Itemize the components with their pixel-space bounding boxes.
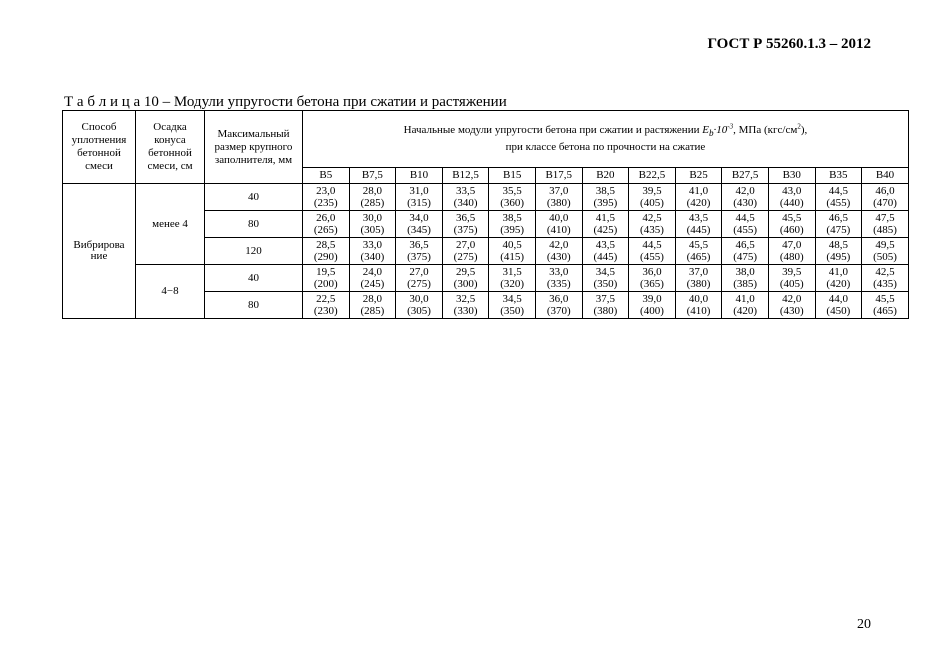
modulus-cell: [862, 238, 909, 265]
modulus-kgf: (415): [500, 251, 525, 263]
modulus-cell: [582, 265, 629, 292]
modulus-units-close: ),: [800, 124, 808, 137]
modulus-value: 37,5: [595, 293, 615, 305]
modulus-kgf: (320): [500, 278, 525, 290]
modulus-value: 39,5: [782, 266, 802, 278]
modulus-kgf: (430): [733, 197, 758, 209]
modulus-value: 38,5: [502, 212, 522, 224]
modulus-value: 47,5: [875, 212, 895, 224]
modulus-kgf: (365): [640, 278, 664, 290]
class-header: B40: [862, 168, 909, 184]
modulus-value: 28,0: [362, 185, 383, 197]
modulus-cell: [722, 292, 769, 319]
modulus-cell: [303, 238, 350, 265]
modulus-value: 26,0: [316, 212, 336, 224]
modulus-value: 44,5: [735, 212, 755, 224]
modulus-kgf: (360): [500, 197, 525, 209]
modulus-cell: [722, 184, 769, 211]
modulus-kgf: (385): [733, 278, 758, 290]
modulus-kgf: (370): [546, 305, 571, 317]
modulus-cell: [582, 238, 629, 265]
modulus-kgf: (275): [453, 251, 478, 263]
modulus-cell: [815, 184, 862, 211]
modulus-title-line2: при классе бетона по прочности на сжатие: [505, 140, 706, 153]
aggregate-size: 80: [205, 292, 303, 319]
modulus-kgf: (435): [873, 278, 897, 290]
modulus-cell: [815, 292, 862, 319]
column-header-aggregate: Максимальный размер крупного заполнителя, мм: [205, 111, 303, 184]
modulus-value: 36,0: [549, 293, 569, 305]
class-header: B30: [768, 168, 815, 184]
modulus-cell: [675, 265, 722, 292]
modulus-value: 33,0: [549, 266, 569, 278]
modulus-cell: [349, 211, 396, 238]
class-header: B22,5: [629, 168, 676, 184]
class-header: B27,5: [722, 168, 769, 184]
modulus-kgf: (470): [873, 197, 897, 209]
modulus-value: 45,5: [688, 239, 709, 251]
modulus-kgf: (425): [593, 224, 618, 236]
modulus-kgf: (420): [686, 197, 711, 209]
modulus-cell: [862, 292, 909, 319]
modulus-kgf: (275): [407, 278, 431, 290]
modulus-cell: [582, 211, 629, 238]
modulus-kgf: (335): [546, 278, 571, 290]
modulus-value: 46,5: [828, 212, 848, 224]
modulus-kgf: (350): [500, 305, 525, 317]
modulus-cell: [675, 238, 722, 265]
modulus-kgf: (440): [779, 197, 804, 209]
class-header: B35: [815, 168, 862, 184]
modulus-value: 45,5: [875, 293, 895, 305]
modulus-cell: [629, 292, 676, 319]
modulus-kgf: (405): [779, 278, 804, 290]
modulus-value: 42,0: [549, 239, 569, 251]
modulus-kgf: (375): [453, 224, 478, 236]
modulus-value: 42,5: [642, 212, 662, 224]
modulus-kgf: (305): [407, 305, 431, 317]
modulus-value: 46,5: [735, 239, 755, 251]
class-header: B10: [396, 168, 443, 184]
modulus-kgf: (435): [640, 224, 664, 236]
modulus-cell: [722, 265, 769, 292]
table-caption: Т а б л и ц а 10 – Модули упругости бетона при сжатии и растяжении: [64, 94, 507, 110]
modulus-cell: [862, 184, 909, 211]
modulus-value: 27,0: [409, 266, 429, 278]
modulus-cell: [396, 292, 443, 319]
modulus-cell: [442, 292, 489, 319]
modulus-cell: [768, 292, 815, 319]
modulus-value: 33,5: [455, 185, 476, 197]
modulus-cell: [535, 265, 582, 292]
table-row: [63, 184, 909, 211]
modulus-cell: [582, 292, 629, 319]
modulus-value: 39,5: [642, 185, 662, 197]
slump-group: менее 4: [136, 184, 205, 265]
modulus-cell: [722, 211, 769, 238]
modulus-cell: [862, 265, 909, 292]
modulus-cell: [349, 184, 396, 211]
modulus-kgf: (265): [313, 224, 338, 236]
modulus-kgf: (245): [360, 278, 385, 290]
modulus-value: 42,0: [782, 293, 802, 305]
modulus-value: 45,5: [782, 212, 802, 224]
modulus-value: 42,5: [875, 266, 895, 278]
modulus-value: 41,0: [735, 293, 755, 305]
modulus-cell: [535, 292, 582, 319]
modulus-value: 34,5: [595, 266, 615, 278]
modulus-title-line1: Начальные модули упругости бетона при сжатии и растяжении: [403, 124, 700, 137]
modulus-cell: [442, 265, 489, 292]
modulus-kgf: (420): [826, 278, 851, 290]
modulus-cell: [489, 265, 536, 292]
modulus-cell: [396, 211, 443, 238]
modulus-cell: [303, 265, 350, 292]
modulus-cell: [629, 211, 676, 238]
modulus-cell: [675, 292, 722, 319]
modulus-value: 24,0: [362, 266, 383, 278]
modulus-cell: [396, 238, 443, 265]
class-header: B12,5: [442, 168, 489, 184]
modulus-cell: [442, 238, 489, 265]
modulus-kgf: (455): [640, 251, 664, 263]
modulus-value: 37,0: [549, 185, 569, 197]
modulus-cell: [303, 184, 350, 211]
modulus-cell: [815, 238, 862, 265]
modulus-value: 36,5: [455, 212, 476, 224]
modulus-kgf: (395): [500, 224, 525, 236]
class-header: B7,5: [349, 168, 396, 184]
modulus-kgf: (315): [407, 197, 431, 209]
modulus-value: 44,5: [642, 239, 662, 251]
slump-group: 4−8: [136, 265, 205, 319]
modulus-value: 48,5: [828, 239, 848, 251]
modulus-cell: [396, 265, 443, 292]
modulus-cell: [629, 238, 676, 265]
modulus-kgf: (380): [546, 197, 571, 209]
modulus-cell: [303, 292, 350, 319]
modulus-kgf: (430): [546, 251, 571, 263]
modulus-cell: [815, 265, 862, 292]
modulus-value: 37,0: [688, 266, 709, 278]
modulus-cell: [535, 238, 582, 265]
modulus-value: 34,0: [409, 212, 429, 224]
modulus-kgf: (290): [313, 251, 338, 263]
modulus-kgf: (430): [779, 305, 804, 317]
modulus-kgf: (410): [686, 305, 711, 317]
modulus-cell: [442, 211, 489, 238]
modulus-cell: [349, 238, 396, 265]
modulus-value: 40,5: [502, 239, 522, 251]
modulus-cell: [675, 211, 722, 238]
modulus-value: 43,0: [782, 185, 802, 197]
modulus-value: 42,0: [735, 185, 755, 197]
modulus-value: 33,0: [362, 239, 383, 251]
class-header: B5: [303, 168, 350, 184]
modulus-cell: [349, 292, 396, 319]
modulus-cell: [349, 265, 396, 292]
modulus-value: 23,0: [316, 185, 336, 197]
modulus-value: 43,5: [595, 239, 615, 251]
table-row: [63, 265, 909, 292]
modulus-kgf: (405): [640, 197, 664, 209]
modulus-value: 31,0: [409, 185, 429, 197]
modulus-kgf: (340): [360, 251, 385, 263]
modulus-cell: [768, 211, 815, 238]
modulus-kgf: (340): [453, 197, 478, 209]
modulus-kgf: (455): [826, 197, 851, 209]
modulus-kgf: (410): [546, 224, 571, 236]
aggregate-size: 40: [205, 184, 303, 211]
modulus-kgf: (465): [873, 305, 897, 317]
modulus-value: 46,0: [875, 185, 895, 197]
modulus-cell: [442, 184, 489, 211]
modulus-kgf: (380): [593, 305, 618, 317]
modulus-kgf: (505): [873, 251, 897, 263]
modulus-kgf: (485): [873, 224, 897, 236]
column-header-slump: Осадка конуса бетонной смеси, см: [136, 111, 205, 184]
modulus-value: 29,5: [455, 266, 476, 278]
modulus-value: 36,5: [409, 239, 429, 251]
modulus-value: 44,0: [828, 293, 848, 305]
modulus-value: 32,5: [455, 293, 476, 305]
modulus-subscript: b: [708, 128, 714, 139]
modulus-cell: [675, 184, 722, 211]
modulus-value: 30,0: [362, 212, 383, 224]
class-header: B20: [582, 168, 629, 184]
modulus-kgf: (445): [593, 251, 618, 263]
modulus-value: 35,5: [502, 185, 522, 197]
modulus-kgf: (285): [360, 197, 385, 209]
modulus-cell: [489, 238, 536, 265]
modulus-cell: [535, 211, 582, 238]
modulus-value: 22,5: [316, 293, 336, 305]
elastic-modulus-table: [62, 110, 908, 319]
modulus-value: 40,0: [688, 293, 709, 305]
modulus-cell: [489, 211, 536, 238]
modulus-value: 38,5: [595, 185, 615, 197]
modulus-kgf: (345): [407, 224, 431, 236]
modulus-kgf: (460): [779, 224, 804, 236]
modulus-value: 38,0: [735, 266, 755, 278]
modulus-value: 41,0: [688, 185, 709, 197]
modulus-cell: [489, 292, 536, 319]
modulus-cell: [396, 184, 443, 211]
modulus-cell: [629, 265, 676, 292]
modulus-value: 36,0: [642, 266, 662, 278]
modulus-value: 30,0: [409, 293, 429, 305]
modulus-value: 39,0: [642, 293, 662, 305]
modulus-kgf: (400): [640, 305, 664, 317]
column-header-method: Способ уплотнения бетонной смеси: [63, 111, 136, 184]
modulus-value: 34,5: [502, 293, 522, 305]
modulus-value: 44,5: [828, 185, 848, 197]
modulus-kgf: (375): [407, 251, 431, 263]
modulus-exponent: -3: [727, 122, 734, 131]
column-header-modulus: [303, 111, 909, 168]
modulus-cell: [862, 211, 909, 238]
modulus-kgf: (380): [686, 278, 711, 290]
modulus-cell: [489, 184, 536, 211]
modulus-kgf: (495): [826, 251, 851, 263]
modulus-cell: [629, 184, 676, 211]
modulus-kgf: (300): [453, 278, 478, 290]
modulus-kgf: (235): [313, 197, 338, 209]
modulus-cell: [722, 238, 769, 265]
modulus-value: 27,0: [455, 239, 476, 251]
modulus-kgf: (455): [733, 224, 758, 236]
modulus-kgf: (200): [313, 278, 338, 290]
modulus-value: 43,5: [688, 212, 709, 224]
class-header: B17,5: [535, 168, 582, 184]
modulus-kgf: (420): [733, 305, 758, 317]
modulus-cell: [582, 184, 629, 211]
modulus-cell: [303, 211, 350, 238]
modulus-kgf: (305): [360, 224, 385, 236]
modulus-value: 28,5: [316, 239, 336, 251]
modulus-kgf: (475): [733, 251, 758, 263]
modulus-units-exponent: 2: [797, 122, 801, 131]
aggregate-size: 120: [205, 238, 303, 265]
modulus-kgf: (395): [593, 197, 618, 209]
modulus-value: 41,5: [595, 212, 615, 224]
modulus-kgf: (475): [826, 224, 851, 236]
modulus-symbol: E: [702, 124, 709, 137]
modulus-value: 47,0: [782, 239, 802, 251]
modulus-cell: [768, 265, 815, 292]
modulus-kgf: (350): [593, 278, 618, 290]
modulus-kgf: (330): [453, 305, 478, 317]
document-header: ГОСТ Р 55260.1.3 – 2012: [707, 36, 871, 52]
modulus-cell: [768, 238, 815, 265]
modulus-value: 19,5: [316, 266, 336, 278]
method-vibration: Вибрирова ние: [63, 184, 136, 319]
modulus-kgf: (450): [826, 305, 851, 317]
modulus-value: 28,0: [362, 293, 383, 305]
modulus-kgf: (465): [686, 251, 711, 263]
class-header: B25: [675, 168, 722, 184]
modulus-value: 49,5: [875, 239, 895, 251]
page-number: 20: [857, 617, 871, 632]
aggregate-size: 40: [205, 265, 303, 292]
class-header: B15: [489, 168, 536, 184]
modulus-value: 41,0: [828, 266, 848, 278]
modulus-kgf: (285): [360, 305, 385, 317]
modulus-kgf: (480): [779, 251, 804, 263]
modulus-kgf: (230): [313, 305, 338, 317]
aggregate-size: 80: [205, 211, 303, 238]
modulus-kgf: (445): [686, 224, 711, 236]
modulus-multiplier: ·10: [713, 124, 728, 137]
modulus-cell: [815, 211, 862, 238]
modulus-value: 31,5: [502, 266, 522, 278]
modulus-value: 40,0: [549, 212, 569, 224]
modulus-cell: [768, 184, 815, 211]
modulus-units: , МПа (кгс/см: [733, 124, 798, 137]
modulus-cell: [535, 184, 582, 211]
